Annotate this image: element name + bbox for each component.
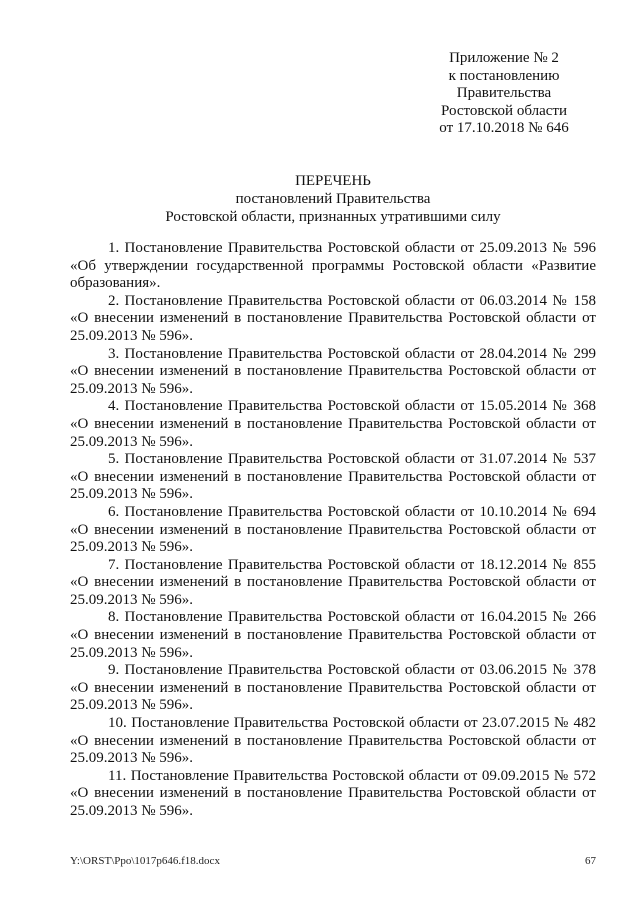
page-footer <box>70 855 596 868</box>
document-heading <box>70 172 596 226</box>
appendix-issuer: Правительства <box>456 85 552 101</box>
list-item: 5. Постановление Правительства Ростовской области от 31.07.2014 № 537 «О внесении изменений в постановление Правительства Ростовской области от 25.09.2013 № 596». <box>70 451 596 503</box>
list-item: 10. Постановление Правительства Ростовской области от 23.07.2015 № 482 «О внесении изменений в постановление Правительства Ростовской области от 25.09.2013 № 596». <box>70 715 596 767</box>
list-item: 1. Постановление Правительства Ростовской области от 25.09.2013 № 596 «Об утверждении государственной программы Ростовской области «Развитие образования». <box>70 240 596 292</box>
list-item: 8. Постановление Правительства Ростовской области от 16.04.2015 № 266 «О внесении изменений в постановление Правительства Ростовской области от 25.09.2013 № 596». <box>70 609 596 661</box>
list-item: 7. Постановление Правительства Ростовской области от 18.12.2014 № 855 «О внесении изменений в постановление Правительства Ростовской области от 25.09.2013 № 596». <box>70 556 596 608</box>
list-item: 6. Постановление Правительства Ростовской области от 10.10.2014 № 694 «О внесении изменений в постановление Правительства Ростовской области от 25.09.2013 № 596». <box>70 503 596 556</box>
appendix-date: от 17.10.2018 № 646 <box>439 120 569 136</box>
resolution-list <box>70 240 596 821</box>
footer-file-path: Y:\ORST\Ppo\1017p646.f18.docx <box>70 855 220 867</box>
appendix-region: Ростовской области <box>441 102 567 119</box>
appendix-reference: к постановлению <box>448 67 560 84</box>
list-item: 3. Постановление Правительства Ростовской области от 28.04.2014 № 299 «О внесении изменений в постановление Правительства Ростовской области от 25.09.2013 № 596». <box>70 345 596 397</box>
heading-title: ПЕРЕЧЕНЬ <box>295 173 371 189</box>
page-number: 67 <box>585 855 596 867</box>
list-item: 2. Постановление Правительства Ростовской области от 06.03.2014 № 158 «О внесении изменений в постановление Правительства Ростовской области от 25.09.2013 № 596». <box>70 292 596 344</box>
list-item: 4. Постановление Правительства Ростовской области от 15.05.2014 № 368 «О внесении изменений в постановление Правительства Ростовской области от 25.09.2013 № 596». <box>70 398 596 450</box>
list-item: 11. Постановление Правительства Ростовской области от 09.09.2015 № 572 «О внесении изменений в постановление Правительства Ростовской области от 25.09.2013 № 596». <box>70 767 596 819</box>
heading-subtitle-line-1: постановлений Правительства <box>235 191 431 207</box>
appendix-block <box>412 50 596 138</box>
list-item: 9. Постановление Правительства Ростовской области от 03.06.2015 № 378 «О внесении изменений в постановление Правительства Ростовской области от 25.09.2013 № 596». <box>70 662 596 714</box>
appendix-number: Приложение № 2 <box>449 50 559 66</box>
heading-subtitle-line-2: Ростовской области, признанных утратившими силу <box>165 209 501 225</box>
